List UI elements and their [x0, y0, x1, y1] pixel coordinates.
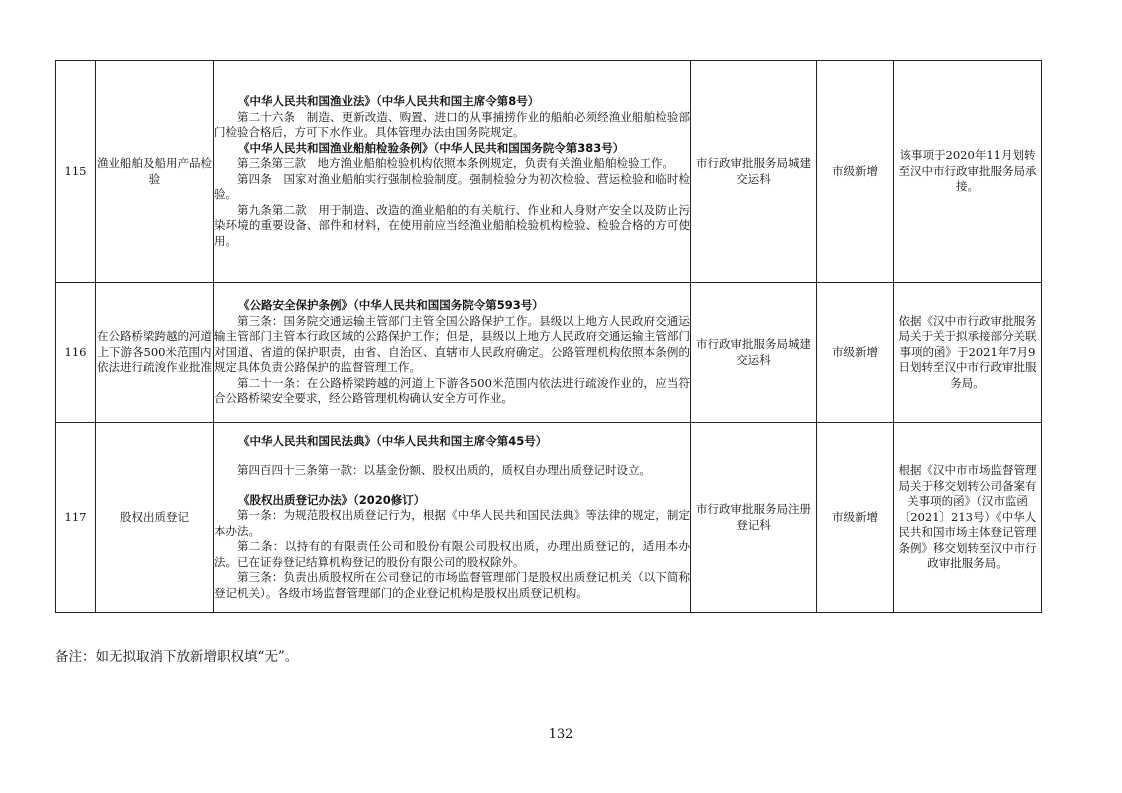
table-row	[56, 61, 1042, 283]
legal-basis-cell	[214, 61, 691, 283]
law-clause: 第二十六条 制造、更新改造、购置、进口的从事捕捞作业的船舶必须经渔业船舶检验部门检验合格后，方可下水作业。具体管理办法由国务院规定。	[214, 109, 690, 139]
law-title: 《中华人民共和国渔业法》（中华人民共和国主席令第8号）	[238, 94, 540, 108]
row-number: 117	[56, 423, 96, 613]
table-body	[56, 61, 1042, 613]
implementing-department: 市行政审批服务局注册登记科	[691, 423, 817, 613]
legal-basis-cell	[214, 283, 691, 423]
legal-basis-cell	[214, 423, 691, 613]
remarks: 该事项于2020年11月划转至汉中市行政审批服务局承接。	[894, 61, 1042, 283]
change-type: 市级新增	[817, 283, 894, 423]
law-title: 《公路安全保护条例》（中华人民共和国国务院令第593号）	[238, 298, 544, 313]
table-row	[56, 423, 1042, 613]
spacer	[214, 449, 690, 463]
law-clause: 第四百四十三条第一款：以基金份额、股权出质的，质权自办理出质登记时设立。	[237, 463, 651, 478]
law-clause: 第一条：为规范股权出质登记行为，根据《中华人民共和国民法典》等法律的规定，制定本办法。	[214, 508, 690, 538]
item-name: 股权出质登记	[96, 423, 214, 613]
law-clause: 第二条：以持有的有限责任公司和股份有限公司股权出质，办理出质登记的，适用本办法。已在证券登记结算机构登记的股份有限公司的股权除外。	[214, 539, 690, 569]
law-clause: 第三条第三款 地方渔业船舶检验机构依照本条例规定，负责有关渔业船舶检验工作。	[237, 156, 674, 170]
row-number: 115	[56, 61, 96, 283]
page-number: 132	[548, 727, 574, 742]
footnote: 备注：如无拟取消下放新增职权填“无”。	[55, 649, 299, 665]
law-clause: 第二十一条：在公路桥梁跨越的河道上下游各500米范围内依法进行疏浚作业的，应当符合公路桥梁安全要求，经公路管理机构确认安全方可作业。	[214, 375, 690, 406]
change-type: 市级新增	[817, 61, 894, 283]
item-name: 在公路桥梁跨越的河道上下游各500米范围内依法进行疏浚作业批准	[96, 283, 214, 423]
matters-table	[55, 60, 1042, 613]
table-row	[56, 283, 1042, 423]
item-name: 渔业船舶及船用产品检验	[96, 61, 214, 283]
remarks: 依据《汉中市行政审批服务局关于关于拟承接部分关联事项的函》于2021年7月9日划转至汉中市行政审批服务局。	[894, 283, 1042, 423]
implementing-department: 市行政审批服务局城建交运科	[691, 61, 817, 283]
law-clause: 第四条 国家对渔业船舶实行强制检验制度。强制检验分为初次检验、营运检验和临时检验。	[214, 171, 690, 201]
law-clause: 第九条第二款 用于制造、改造的渔业船舶的有关航行、作业和人身财产安全以及防止污染环境的重要设备、部件和材料，在使用前应当经渔业船舶检验机构检验、检验合格的方可使用。	[214, 202, 690, 248]
law-title: 《中华人民共和国民法典》（中华人民共和国主席令第45号）	[238, 433, 548, 448]
law-title: 《中华人民共和国渔业船舶检验条例》（中华人民共和国国务院令第383号）	[238, 140, 625, 155]
implementing-department: 市行政审批服务局城建交运科	[691, 283, 817, 423]
law-clause: 第三条：负责出质股权所在公司登记的市场监督管理部门是股权出质登记机关（以下简称登记机关）。各级市场监督管理部门的企业登记机构是股权出质登记机构。	[214, 570, 690, 600]
law-title: 《股权出质登记办法》（2020修订）	[238, 492, 426, 507]
law-clause: 第三条：国务院交通运输主管部门主管全国公路保护工作。县级以上地方人民政府交通运输主管部门主管本行政区域的公路保护工作；但是，县级以上地方人民政府交通运输主管部门对国道、省道的保护职责，由省、自治区、直辖市人民政府确定。公路管理机构依照本条例的规定具体负责公路保护的监督管理工作。	[214, 313, 690, 375]
spacer	[214, 479, 690, 493]
row-number: 116	[56, 283, 96, 423]
remarks: 根据《汉中市市场监督管理局关于移交划转公司备案有关事项的函》（汉市监函〔2021〕213号）《中华人民共和国市场主体登记管理条例》移交划转至汉中市行政审批服务局。	[894, 423, 1042, 613]
change-type: 市级新增	[817, 423, 894, 613]
